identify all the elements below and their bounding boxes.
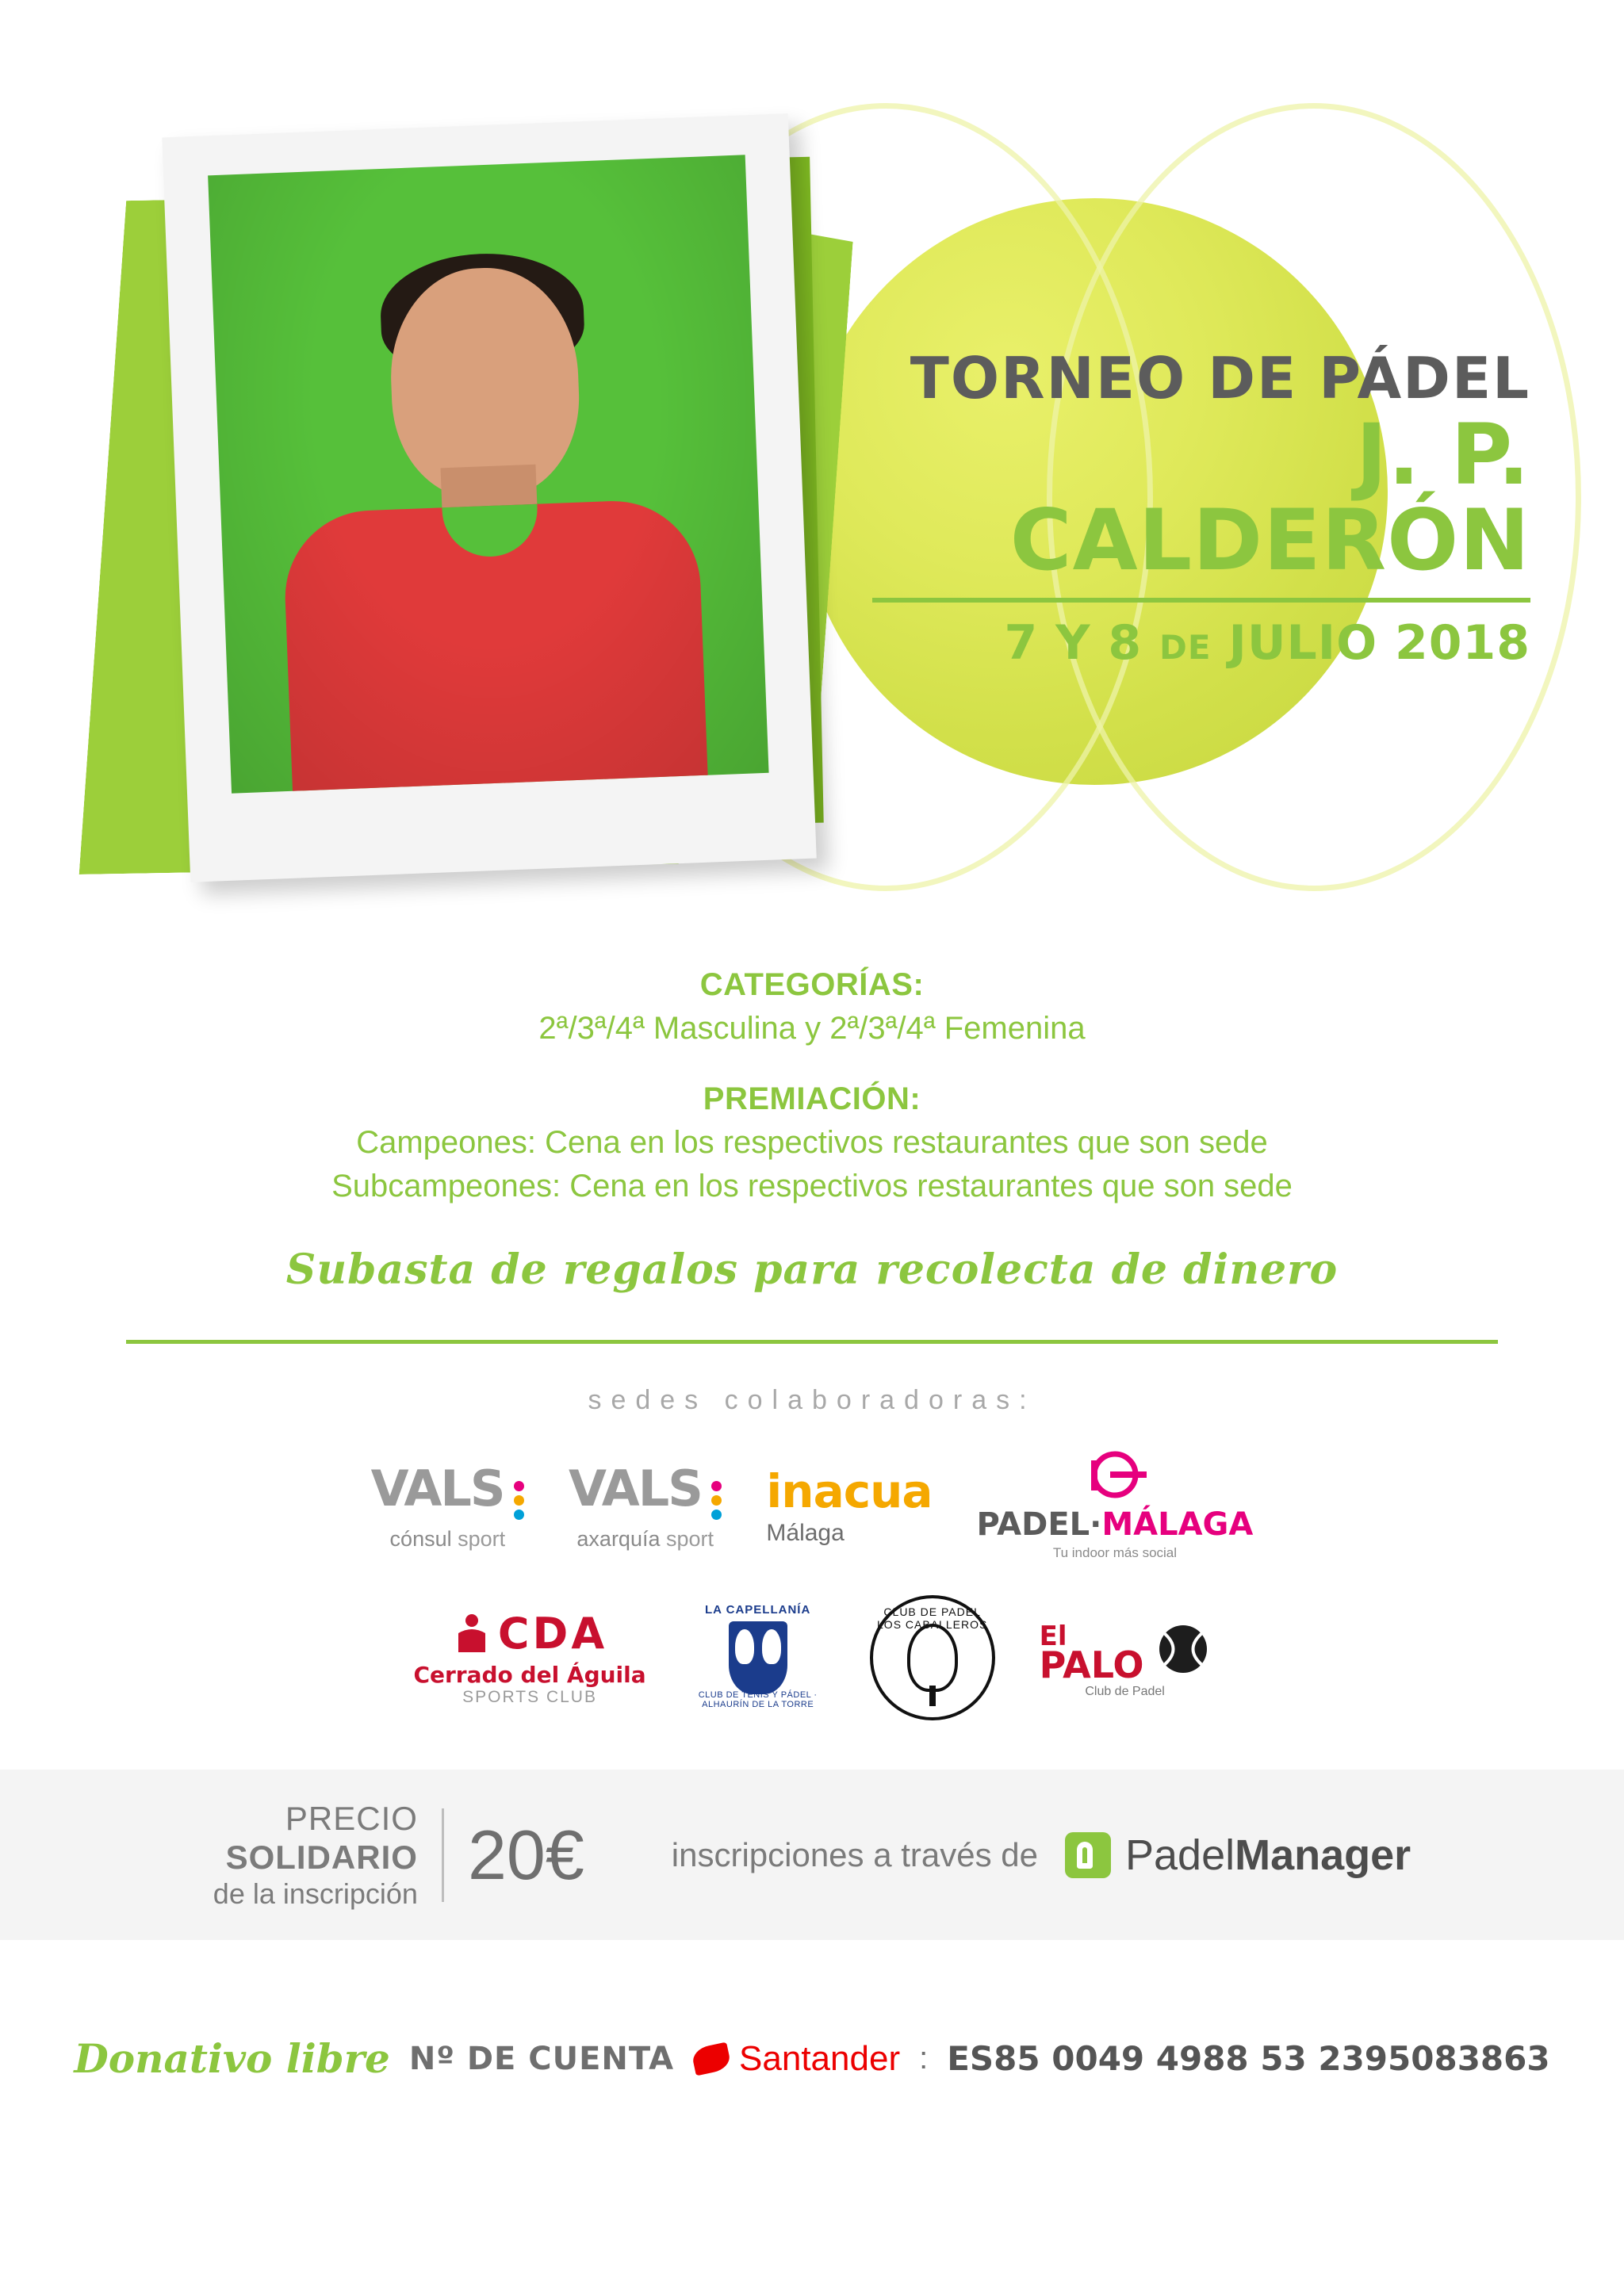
el-palo-ball-icon <box>1155 1621 1211 1677</box>
capellania-top-text: LA CAPELLANÍA <box>705 1603 811 1617</box>
vals-consul-wordmark: VALS <box>370 1460 504 1518</box>
sponsor-row-1 <box>0 1446 1624 1565</box>
iban-number: ES85 0049 4988 53 2395083863 <box>947 2039 1550 2078</box>
vals-consul-sub-bold: cónsul <box>389 1526 452 1551</box>
auction-note: Subasta de regalos para recolecta de dinero <box>285 1246 1339 1294</box>
santander-logo <box>693 2039 900 2079</box>
padel-malaga-word-pink: MÁLAGA <box>1101 1506 1254 1543</box>
tournament-info <box>0 967 1624 1294</box>
padel-malaga-tagline: Tu indoor más social <box>1052 1544 1178 1560</box>
cda-figure-icon <box>452 1613 492 1655</box>
player-photo <box>208 155 768 793</box>
sponsor-logo-los-caballeros[interactable] <box>870 1595 995 1720</box>
page-title: J. P. CALDERÓN <box>1009 405 1530 589</box>
event-date-month-year: JULIO 2018 <box>1211 614 1530 671</box>
player-photo-frame <box>162 113 817 882</box>
sponsor-logo-la-capellania[interactable] <box>691 1598 825 1717</box>
santander-flame-icon <box>691 2042 732 2076</box>
vals-consul-sub-light: sport <box>451 1526 506 1551</box>
inacua-wordmark: inacua <box>766 1464 933 1518</box>
el-palo-tagline: Club de Padel <box>1085 1685 1165 1699</box>
el-palo-word-el: El <box>1039 1620 1067 1652</box>
vals-axarquia-wordmark: VALS <box>569 1460 702 1518</box>
padelmanager-word-padel: Padel <box>1125 1831 1235 1879</box>
price-label-line2: SOLIDARIO <box>225 1839 418 1877</box>
padel-malaga-wordmark <box>977 1506 1254 1543</box>
capellania-shield-icon <box>729 1621 787 1694</box>
padelmanager-wordmark <box>1125 1831 1411 1880</box>
donation-footer <box>0 2035 1624 2082</box>
santander-wordmark: Santander <box>739 2038 901 2078</box>
padel-racket-icon <box>907 1624 958 1692</box>
event-date <box>872 615 1530 671</box>
sponsor-logo-padel-malaga[interactable] <box>977 1446 1254 1565</box>
price-band <box>0 1770 1624 1940</box>
sponsor-logo-vals-consul[interactable] <box>371 1446 524 1565</box>
padelmanager-logo[interactable] <box>1065 1831 1411 1880</box>
cda-wordmark: CDA <box>497 1609 608 1659</box>
prize-heading: PREMIACIÓN: <box>703 1081 921 1116</box>
padel-malaga-word-dark: PADEL· <box>976 1506 1102 1543</box>
cda-club-name: Cerrado del Águila <box>413 1662 646 1688</box>
vals-dots-icon <box>711 1481 722 1524</box>
price-label-line1: PRECIO <box>285 1799 418 1837</box>
section-divider <box>126 1340 1498 1344</box>
sponsor-row-2 <box>0 1595 1624 1720</box>
info-spacer <box>0 1047 1624 1081</box>
padel-malaga-mark-icon <box>1067 1451 1162 1502</box>
donation-script-text: Donativo libre <box>74 2035 390 2082</box>
price-label <box>213 1799 418 1911</box>
price-divider <box>442 1808 444 1902</box>
event-title-block <box>872 345 1530 671</box>
cda-club-type: SPORTS CLUB <box>462 1688 597 1706</box>
sponsor-logo-inacua[interactable] <box>766 1446 932 1565</box>
footer-colon: : <box>919 2041 929 2076</box>
event-subtitle: TORNEO DE PÁDEL <box>910 345 1530 411</box>
vals-axarquia-sub-bold: axarquía <box>576 1526 661 1551</box>
el-palo-word-palo: PALO <box>1039 1644 1144 1686</box>
categories-heading: CATEGORÍAS: <box>699 967 925 1002</box>
sponsor-logo-cda[interactable] <box>413 1598 645 1717</box>
caballeros-ring-text: CLUB DE PADEL LOS CABALLEROS <box>877 1605 988 1631</box>
event-date-days: 7 Y 8 <box>1004 614 1160 671</box>
vals-axarquia-sub-light: sport <box>660 1526 714 1551</box>
price-label-line3: de la inscripción <box>213 1877 418 1910</box>
account-label: Nº DE CUENTA <box>408 2040 675 2077</box>
inacua-city: Málaga <box>766 1520 845 1546</box>
price-amount: 20€ <box>467 1815 584 1894</box>
sponsor-logo-vals-axarquia[interactable] <box>569 1446 722 1565</box>
vals-consul-subtitle <box>390 1527 506 1552</box>
padelmanager-word-manager: Manager <box>1235 1831 1411 1879</box>
padelmanager-mark-icon <box>1065 1832 1111 1878</box>
title-divider <box>872 598 1530 603</box>
event-date-de: DE <box>1159 627 1212 667</box>
photo-vignette <box>208 155 768 793</box>
registration-text: inscripciones a través de <box>671 1835 1038 1873</box>
vals-axarquia-subtitle <box>576 1527 714 1552</box>
categories-text: 2ª/3ª/4ª Masculina y 2ª/3ª/4ª Femenina <box>538 1011 1086 1046</box>
prize-line-runners-up: Subcampeones: Cena en los respectivos restaurantes que son sede <box>331 1169 1293 1203</box>
sponsor-logo-el-palo[interactable] <box>1040 1598 1211 1717</box>
sponsors-label: sedes colaboradoras: <box>588 1385 1036 1415</box>
el-palo-wordmark <box>1039 1617 1144 1686</box>
price-group <box>213 1799 584 1911</box>
prize-line-champions: Campeones: Cena en los respectivos restaurantes que son sede <box>356 1125 1268 1160</box>
capellania-bottom-text: CLUB DE TENIS Y PÁDEL · ALHAURÍN DE LA TORRE <box>698 1690 818 1709</box>
vals-dots-icon <box>514 1481 524 1524</box>
registration-group <box>672 1831 1411 1880</box>
hero-banner <box>0 0 1624 943</box>
